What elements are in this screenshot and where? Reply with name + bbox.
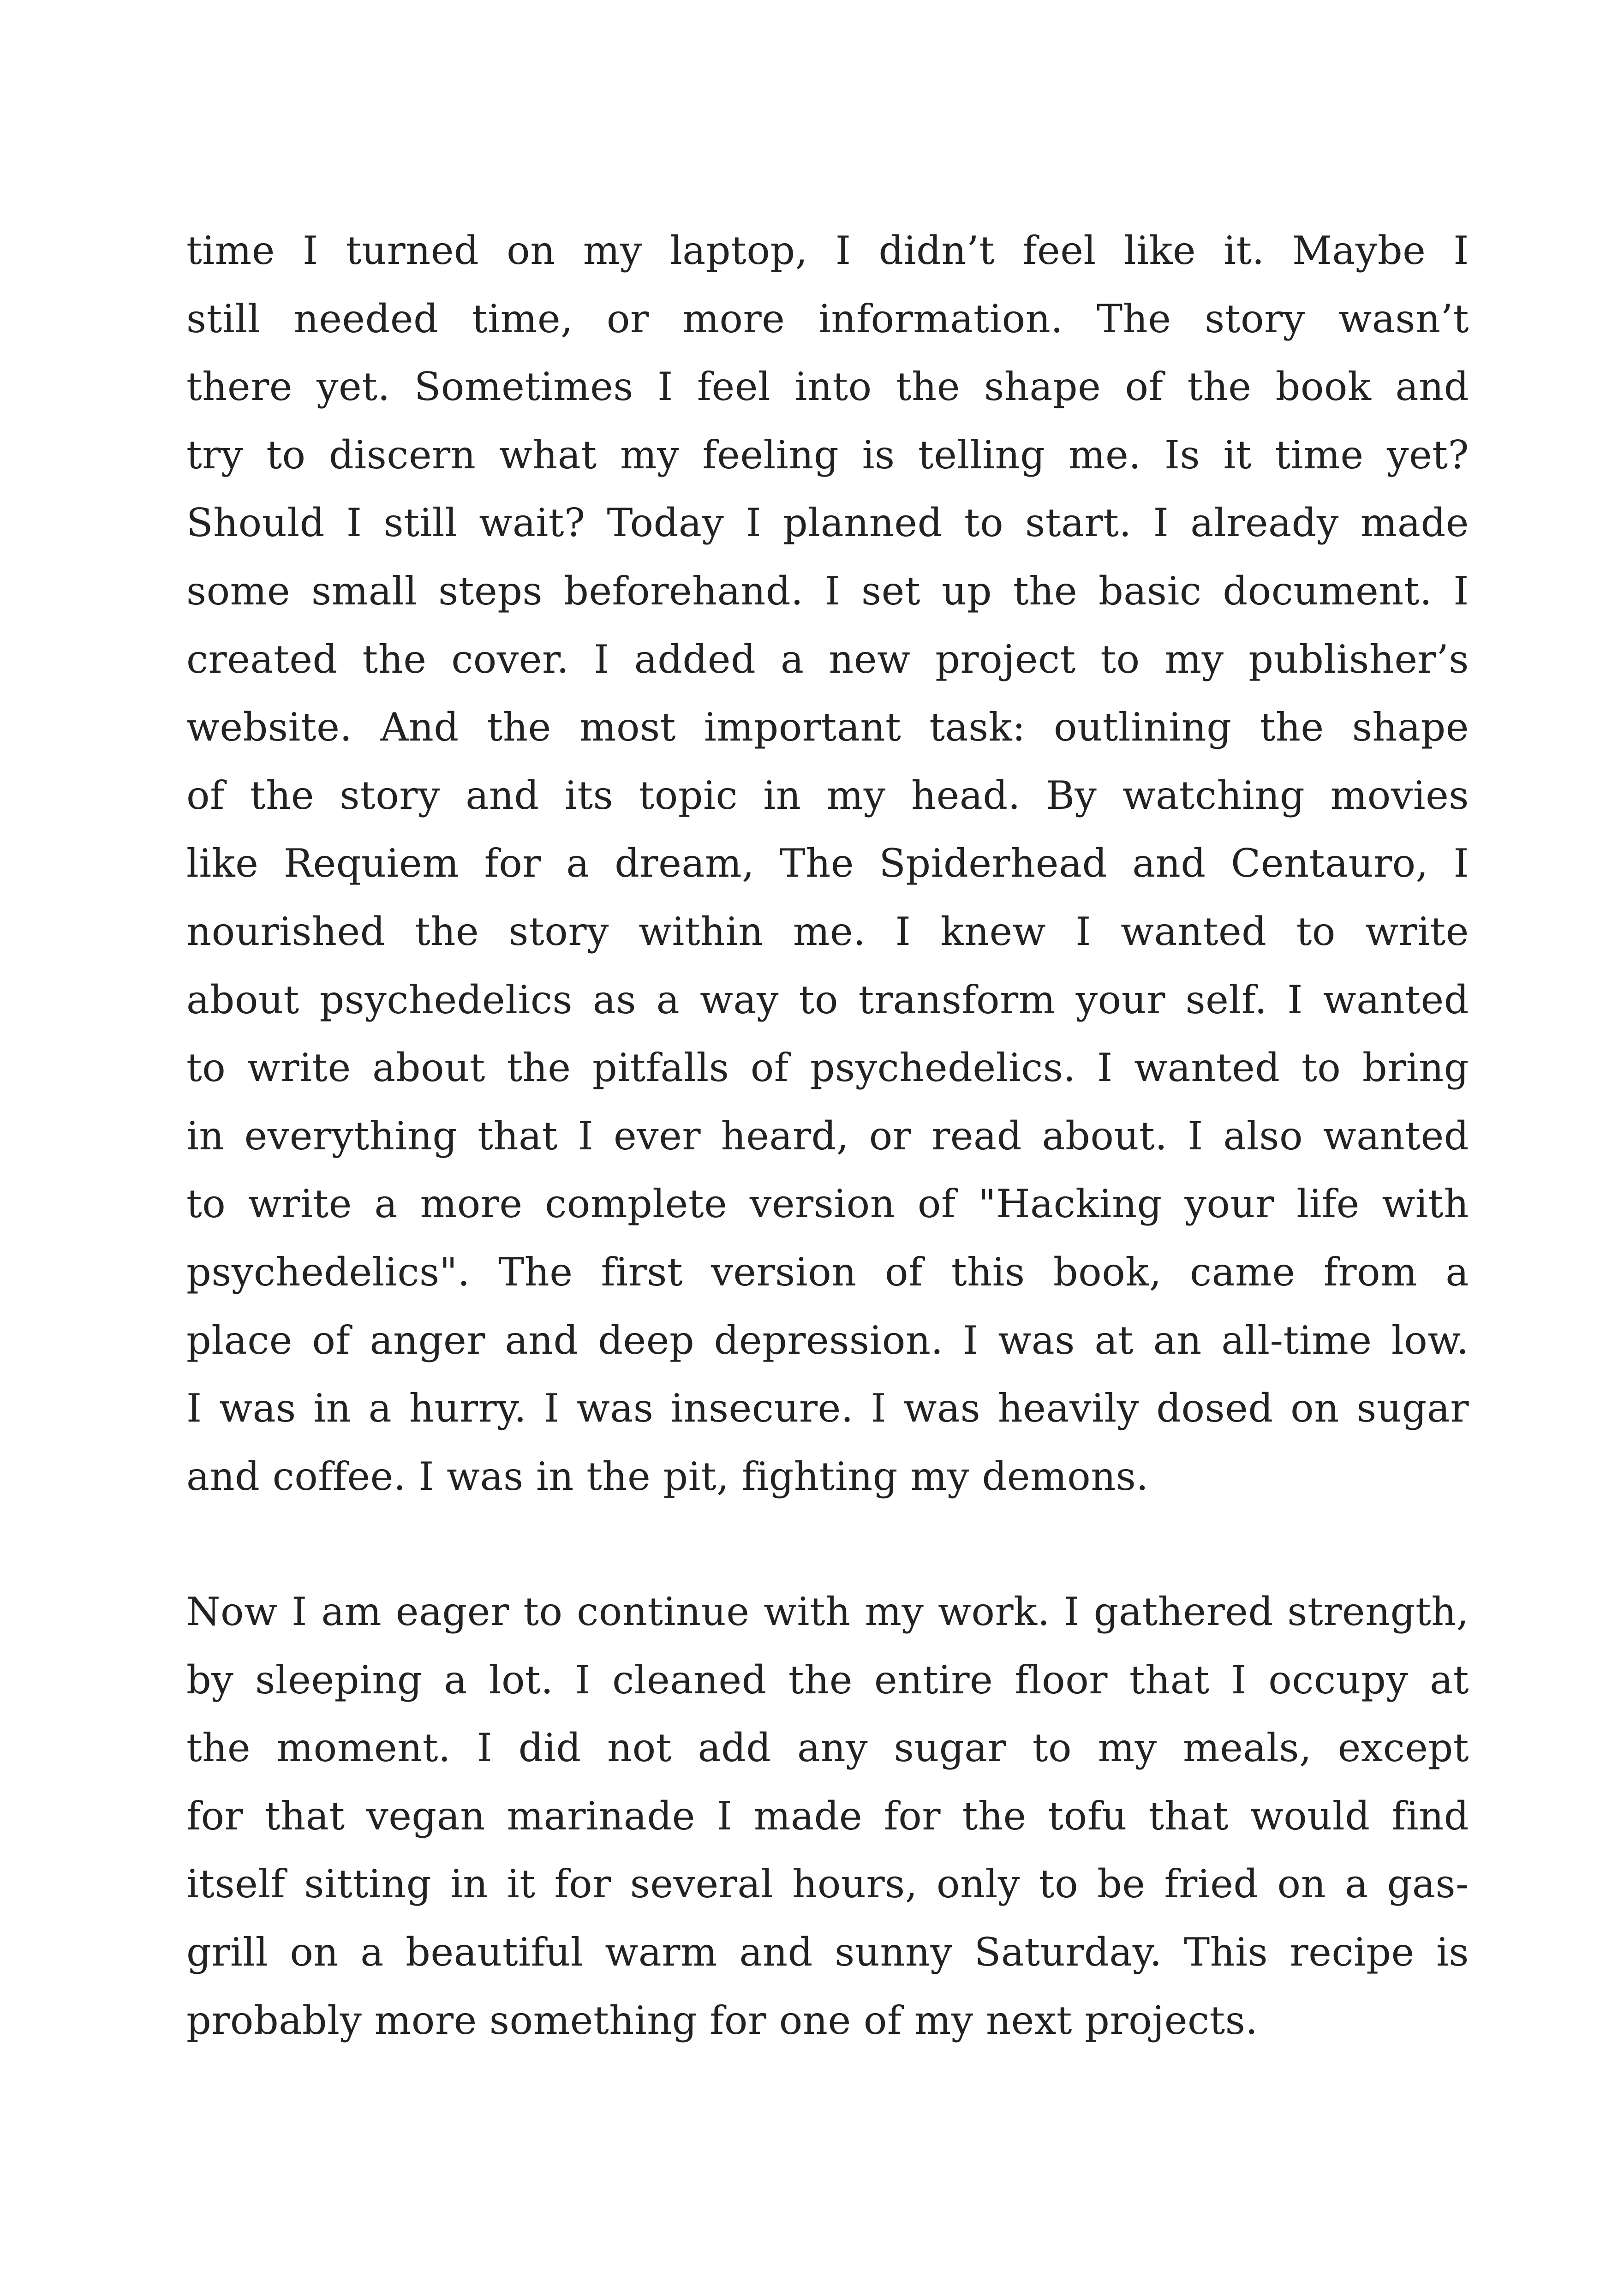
text-line: probably more something for one of my next projects. — [186, 1997, 1258, 2043]
text-line: to write a more complete version of "Hacking your life with — [186, 1181, 1469, 1227]
text-line: try to discern what my feeling is telling me. Is it time yet? — [186, 432, 1469, 478]
text-line: grill on a beautiful warm and sunny Saturday. This recipe is — [186, 1929, 1469, 1975]
text-line: still needed time, or more information. The story wasn’t — [186, 296, 1469, 341]
text-line: psychedelics". The first version of this book, came from a — [186, 1249, 1469, 1295]
text-line: there yet. Sometimes I feel into the shape of the book and — [186, 364, 1469, 410]
text-line: in everything that I ever heard, or read about. I also wanted — [186, 1113, 1469, 1159]
text-line: by sleeping a lot. I cleaned the entire floor that I occupy at — [186, 1657, 1469, 1703]
body-paragraph-2 — [186, 1578, 1469, 2055]
text-line: the moment. I did not add any sugar to my meals, except — [186, 1725, 1469, 1771]
text-line: and coffee. I was in the pit, fighting my demons. — [186, 1453, 1149, 1499]
text-line: nourished the story within me. I knew I wanted to write — [186, 908, 1469, 954]
text-line: place of anger and deep depression. I was at an all-time low. — [186, 1317, 1469, 1363]
text-line: created the cover. I added a new project to my publisher’s — [186, 636, 1469, 682]
text-line: like Requiem for a dream, The Spiderhead and Centauro, I — [186, 841, 1469, 886]
text-line: website. And the most important task: outlining the shape — [186, 705, 1469, 750]
text-line: I was in a hurry. I was insecure. I was heavily dosed on sugar — [186, 1386, 1469, 1431]
text-line: Should I still wait? Today I planned to start. I already made — [186, 500, 1469, 546]
text-line: time I turned on my laptop, I didn’t feel like it. Maybe I — [186, 228, 1469, 273]
text-line: to write about the pitfalls of psychedelics. I wanted to bring — [186, 1045, 1469, 1091]
text-line: itself sitting in it for several hours, only to be fried on a gas- — [186, 1861, 1469, 1907]
text-line: about psychedelics as a way to transform your self. I wanted — [186, 977, 1469, 1022]
body-paragraph-1 — [186, 217, 1469, 1511]
text-line: some small steps beforehand. I set up the basic document. I — [186, 568, 1469, 614]
text-line: of the story and its topic in my head. By watching movies — [186, 772, 1469, 818]
text-line: Now I am eager to continue with my work. I gathered strength, — [186, 1589, 1469, 1634]
text-line: for that vegan marinade I made for the tofu that would find — [186, 1793, 1469, 1839]
